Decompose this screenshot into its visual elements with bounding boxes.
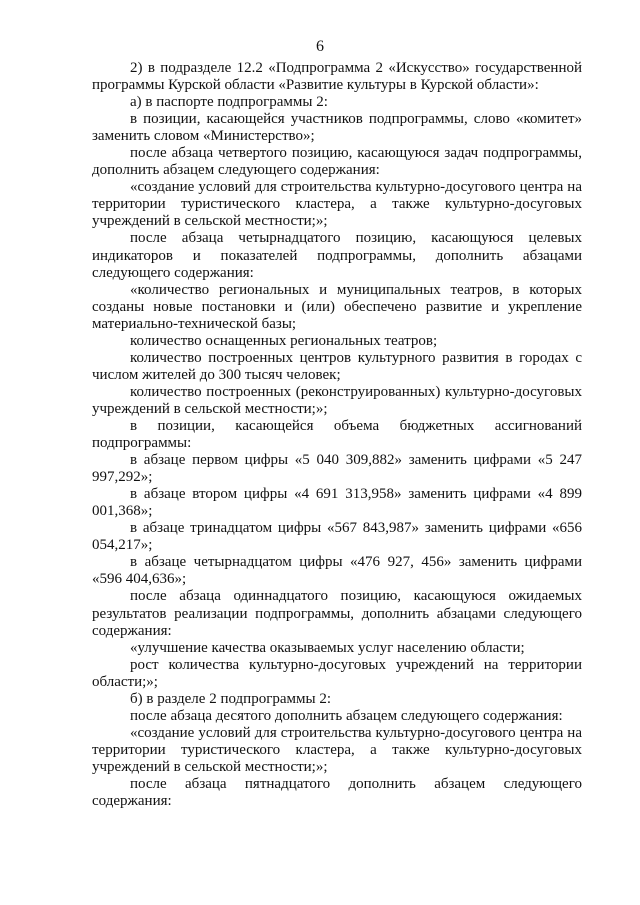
paragraph: «создание условий для строительства культурно-досугового центра на территории туристического кластера, а также культурно-досуговых учреждений в сельской местности;»; — [92, 724, 582, 775]
paragraph: в абзаце четырнадцатом цифры «476 927, 456» заменить цифрами «596 404,636»; — [92, 554, 582, 588]
paragraph: после абзаца пятнадцатого дополнить абзацем следующего содержания: — [92, 775, 582, 810]
paragraph: после абзаца четвертого позицию, касающуюся задач подпрограммы, дополнить абзацем следующего содержания: — [92, 145, 582, 179]
paragraph: рост количества культурно-досуговых учреждений на территории области;»; — [92, 656, 582, 690]
paragraph: после абзаца десятого дополнить абзацем следующего содержания: — [130, 707, 563, 724]
paragraph: в позиции, касающейся участников подпрограммы, слово «комитет» заменить словом «Министерство»; — [92, 111, 582, 145]
document-body — [92, 60, 582, 810]
page-number: 6 — [316, 38, 324, 55]
paragraph: в абзаце втором цифры «4 691 313,958» заменить цифрами «4 899 001,368»; — [92, 486, 582, 520]
paragraph: в позиции, касающейся объема бюджетных ассигнований подпрограммы: — [92, 417, 582, 452]
paragraph: после абзаца одиннадцатого позицию, касающуюся ожидаемых результатов реализации подпрограммы, дополнить абзацами следующего содержания: — [92, 588, 582, 639]
paragraph: «количество региональных и муниципальных театров, в которых созданы новые постановки и (или) обеспечено развитие и укрепление материально-технической базы; — [92, 281, 582, 332]
paragraph: 2) в подразделе 12.2 «Подпрограмма 2 «Искусство» государственной программы Курской области «Развитие культуры в Курской области»: — [92, 60, 582, 94]
paragraph: в абзаце тринадцатом цифры «567 843,987» заменить цифрами «656 054,217»; — [92, 520, 582, 554]
paragraph: количество построенных (реконструированных) культурно-досуговых учреждений в сельской местности;»; — [92, 383, 582, 417]
paragraph: после абзаца четырнадцатого позицию, касающуюся целевых индикаторов и показателей подпрограммы, дополнить абзацами следующего содержания: — [92, 230, 582, 281]
paragraph: «улучшение качества оказываемых услуг населению области; — [130, 639, 525, 656]
paragraph: а) в паспорте подпрограммы 2: — [130, 94, 328, 111]
paragraph: количество оснащенных региональных театров; — [130, 332, 438, 349]
paragraph: «создание условий для строительства культурно-досугового центра на территории туристического кластера, а также культурно-досуговых учреждений в сельской местности;»; — [92, 179, 582, 230]
paragraph: б) в разделе 2 подпрограммы 2: — [130, 690, 331, 707]
paragraph: количество построенных центров культурного развития в городах с числом жителей до 300 тысяч человек; — [92, 349, 582, 383]
paragraph: в абзаце первом цифры «5 040 309,882» заменить цифрами «5 247 997,292»; — [92, 452, 582, 486]
